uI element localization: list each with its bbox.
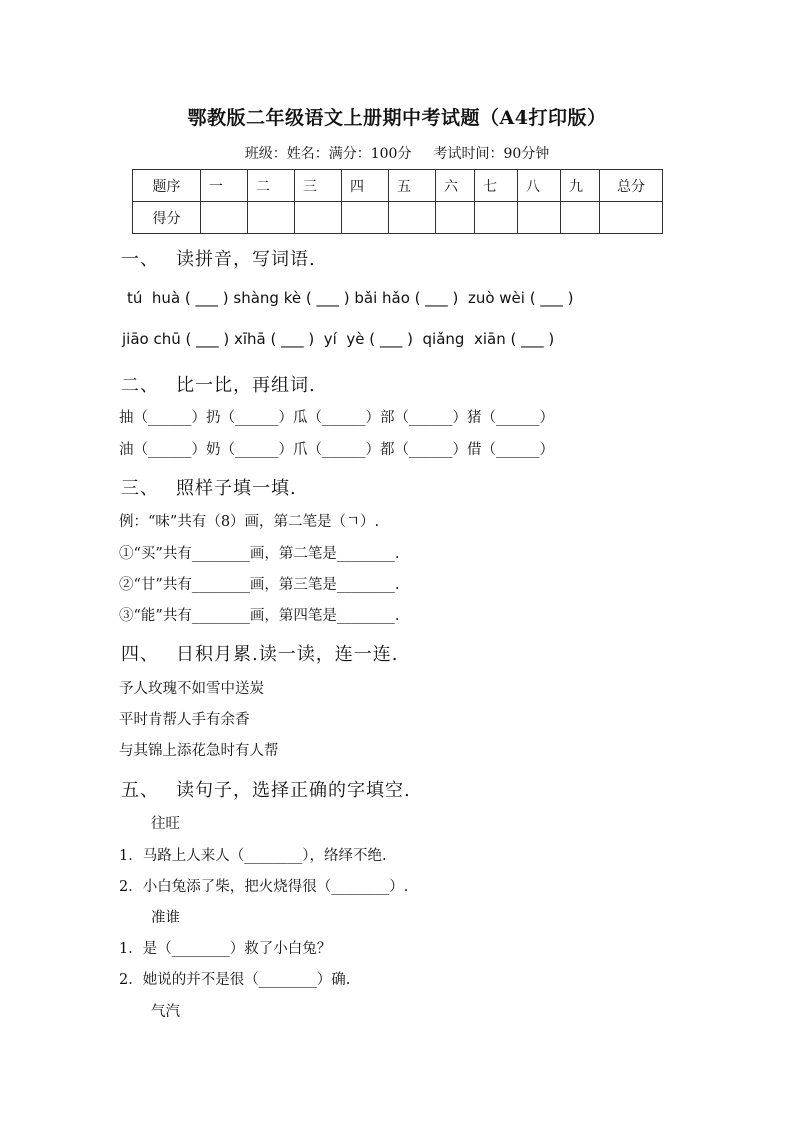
score-cell: 四 <box>342 170 389 202</box>
score-cell: 总分 <box>600 170 663 202</box>
fill-sentence-line: 2．她说的并不是很（________）确. <box>119 972 351 988</box>
score-blank-cell <box>201 202 248 234</box>
proverb-line: 与其锦上添花急时有人帮 <box>119 743 279 759</box>
score-cell: 三 <box>295 170 342 202</box>
score-cell: 一 <box>201 170 248 202</box>
score-blank-cell <box>248 202 295 234</box>
score-blank-cell <box>475 202 518 234</box>
score-blank-cell <box>342 202 389 234</box>
section-title: 读句子，选择正确的字填空. <box>176 780 411 801</box>
stroke-question-line: ②“甘”共有________画，第三笔是________. <box>119 577 400 593</box>
section-number: 三、 <box>121 478 159 499</box>
score-cell: 六 <box>436 170 475 202</box>
exam-info-left: 班级：姓名：满分：100分 <box>244 146 412 162</box>
exam-info-right: 考试时间：90分钟 <box>433 146 550 162</box>
score-blank-cell <box>561 202 600 234</box>
section-number: 四、 <box>121 644 159 665</box>
exam-info <box>0 143 794 163</box>
proverb-line: 予人玫瑰不如雪中送炭 <box>119 681 264 697</box>
score-cell: 二 <box>248 170 295 202</box>
word-group-line: 抽（______）扔（______）瓜（______）部（______）猪（______） <box>119 410 554 426</box>
word-group-line: 油（______）奶（______）爪（______）都（______）借（______） <box>119 442 554 458</box>
section-title: 比一比，再组词. <box>176 375 316 396</box>
score-blank-cell <box>436 202 475 234</box>
word-choice-pair: 往旺 <box>151 816 180 832</box>
score-table-score-row <box>133 202 663 234</box>
score-blank-cell <box>600 202 663 234</box>
score-row-label: 得分 <box>133 202 201 234</box>
section-title: 读拼音，写词语. <box>176 249 316 270</box>
section-number: 五、 <box>121 780 159 801</box>
score-cell: 九 <box>561 170 600 202</box>
score-blank-cell <box>389 202 436 234</box>
section-4-heading <box>121 640 398 666</box>
fill-sentence-line: 1．马路上人来人（________），络绎不绝. <box>119 848 387 864</box>
pinyin-line: tú huà ( ___ ) shàng kè ( ___ ) bǎi hǎo ( ___ ) zuò wèi ( ___ ) <box>127 289 574 307</box>
section-3-heading <box>121 474 297 500</box>
score-cell: 五 <box>389 170 436 202</box>
stroke-question-line: ①“买”共有________画，第二笔是________. <box>119 546 400 562</box>
section-title: 照样子填一填. <box>176 478 297 499</box>
word-choice-pair: 气汽 <box>151 1004 180 1020</box>
score-cell: 八 <box>518 170 561 202</box>
proverb-line: 平时肯帮人手有余香 <box>119 712 250 728</box>
fill-sentence-line: 2．小白兔添了柴，把火烧得很（________）. <box>119 879 409 895</box>
score-table <box>132 169 663 234</box>
section-number: 二、 <box>121 375 159 396</box>
section-5-heading <box>121 776 411 802</box>
stroke-example-line: 例：“味”共有（8）画，第二笔是（ㄱ）. <box>119 514 380 530</box>
word-choice-pair: 准谁 <box>151 910 180 926</box>
pinyin-line: jiāo chū ( ___ ) xīhā ( ___ ) yí yè ( ___ ) qiǎng xiān ( ___ ) <box>122 330 555 348</box>
score-cell: 题序 <box>133 170 201 202</box>
section-number: 一、 <box>121 249 159 270</box>
score-cell: 七 <box>475 170 518 202</box>
score-blank-cell <box>295 202 342 234</box>
score-table-header-row <box>133 170 663 202</box>
stroke-question-line: ③“能”共有________画，第四笔是________. <box>119 608 400 624</box>
page-title: 鄂教版二年级语文上册期中考试题（A4打印版） <box>187 107 607 129</box>
section-2-heading <box>121 371 316 397</box>
section-1-heading <box>121 245 316 271</box>
fill-sentence-line: 1．是（________）救了小白兔？ <box>119 941 332 957</box>
score-blank-cell <box>518 202 561 234</box>
section-title: 日积月累.读一读，连一连. <box>176 644 399 665</box>
